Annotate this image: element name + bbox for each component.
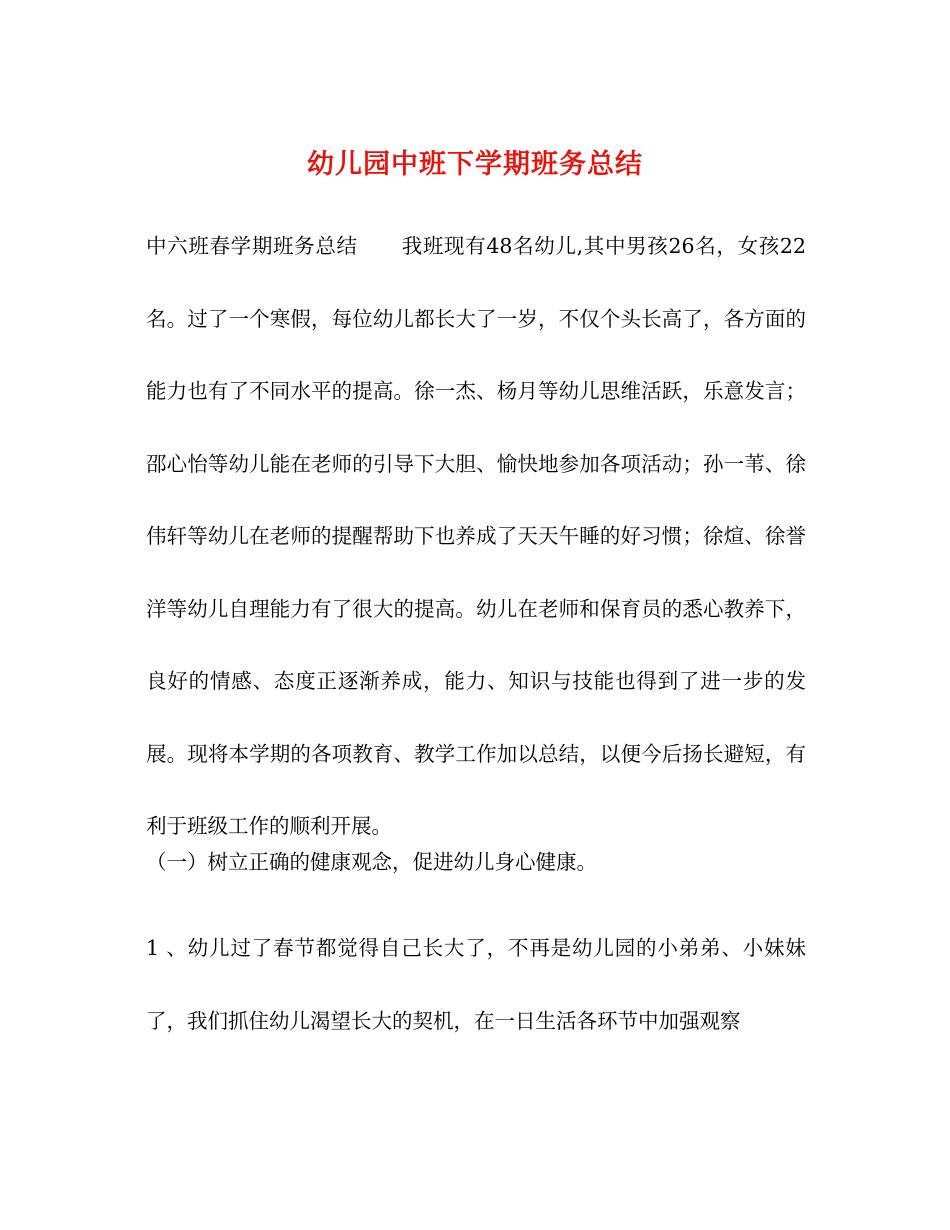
document-title: 幼儿园中班下学期班务总结 [307, 149, 643, 180]
intro-text: 我班现有48名幼儿,其中男孩26名，女孩22名。过了一个寒假，每位幼儿都长大了一岁，不仅个头长高了，各方面的能力也有了不同水平的提高。徐一杰、杨月等幼儿思维活跃，乐意发言；邵心怡等幼儿能在老师的引导下大胆、愉快地参加各项活动；孙一苇、徐伟轩等幼儿在老师的提醒帮助下也养成了天天午睡的好习惯；徐煊、徐誉洋等幼儿自理能力有了很大的提高。幼儿在老师和保育员的悉心教养下，良好的情感、态度正逐渐养成，能力、知识与技能也得到了进一步的发展。现将本学期的各项教育、教学工作加以总结，以便今后扬长避短，有利于班级工作的顺利开展。 [146, 234, 806, 838]
section-heading: （一）树立正确的健康观念，促进幼儿身心健康。 [146, 850, 597, 874]
intro-paragraph [146, 210, 806, 863]
list-item: 1 、幼儿过了春节都觉得自己长大了，不再是幼儿园的小弟弟、小妹妹了，我们抓住幼儿渴望长大的契机，在一日生活各环节中加强观察 [146, 936, 806, 1033]
intro-label: 中六班春学期班务总结 [146, 234, 358, 258]
